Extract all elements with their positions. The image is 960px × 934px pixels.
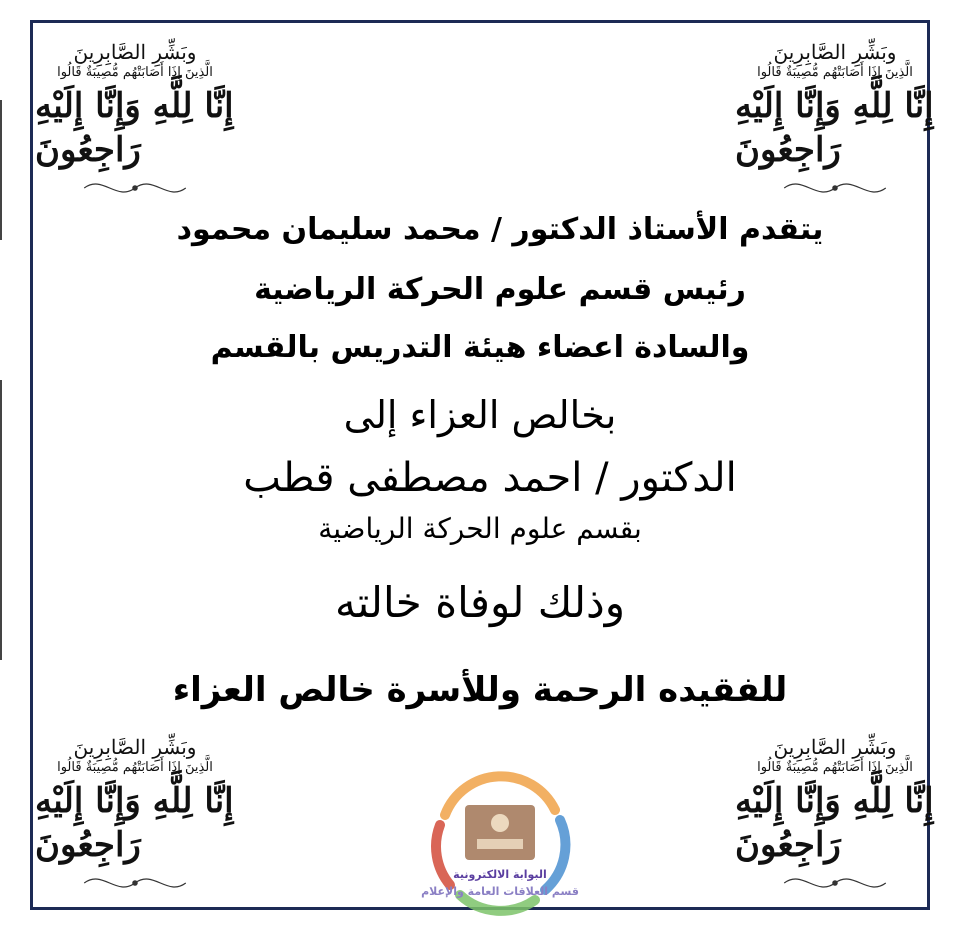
verse-line-1: وبَشِّرِ الصَّابِرِينَ [73,40,197,64]
corner-verse-bottom-right [735,735,935,895]
announcement-line-4: بخالص العزاء إلى [343,393,617,437]
verse-line-2: الَّذِينَ إِذَا أَصَابَتْهُم مُّصِيبَةٌ قَالُوا [757,760,913,775]
department-line: بقسم علوم الحركة الرياضية [318,512,642,545]
announcement-line-2: رئيس قسم علوم الحركة الرياضية [254,272,746,307]
verse-line-1: وبَشِّرِ الصَّابِرِينَ [73,735,197,759]
verse-line-2: الَّذِينَ إِذَا أَصَابَتْهُم مُّصِيبَةٌ قَالُوا [57,65,213,80]
verse-line-2: الَّذِينَ إِذَا أَصَابَتْهُم مُّصِيبَةٌ قَالُوا [757,65,913,80]
verse-line-2: الَّذِينَ إِذَا أَصَابَتْهُم مُّصِيبَةٌ قَالُوا [57,760,213,775]
university-logo [405,755,595,930]
ornament-icon [75,871,195,895]
corner-verse-top-left [35,40,235,200]
ornament-icon [775,176,895,200]
announcement-line-1: يتقدم الأستاذ الدكتور / محمد سليمان محمود [176,212,824,247]
announcement-line-7: وذلك لوفاة خالته [334,578,625,627]
verse-line-1: وبَشِّرِ الصَّابِرِينَ [773,40,897,64]
deceased-relative-name: الدكتور / احمد مصطفى قطب [243,455,737,501]
ornament-icon [775,871,895,895]
announcement-line-3: والسادة اعضاء هيئة التدريس بالقسم [210,330,750,365]
verse-line-3: إِنَّا لِلَّهِ وَإِنَّا إِلَيْهِ رَاجِعُونَ [735,86,934,170]
ornament-icon [75,176,195,200]
verse-line-3: إِنَّا لِلَّهِ وَإِنَّا إِلَيْهِ رَاجِعُونَ [35,781,234,865]
corner-verse-top-right [735,40,935,200]
verse-line-3: إِنَّا لِلَّهِ وَإِنَّا إِلَيْهِ رَاجِعُونَ [35,86,234,170]
verse-line-3: إِنَّا لِلَّهِ وَإِنَّا إِلَيْهِ رَاجِعُونَ [735,781,934,865]
logo-badge-text: البوابة الالكترونية [453,868,547,881]
verse-line-1: وبَشِّرِ الصَّابِرِينَ [773,735,897,759]
closing-line: للفقيده الرحمة وللأسرة خالص العزاء [172,670,788,710]
logo-caption: قسم العلاقات العامة والإعلام [421,885,579,898]
corner-verse-bottom-left [35,735,235,895]
